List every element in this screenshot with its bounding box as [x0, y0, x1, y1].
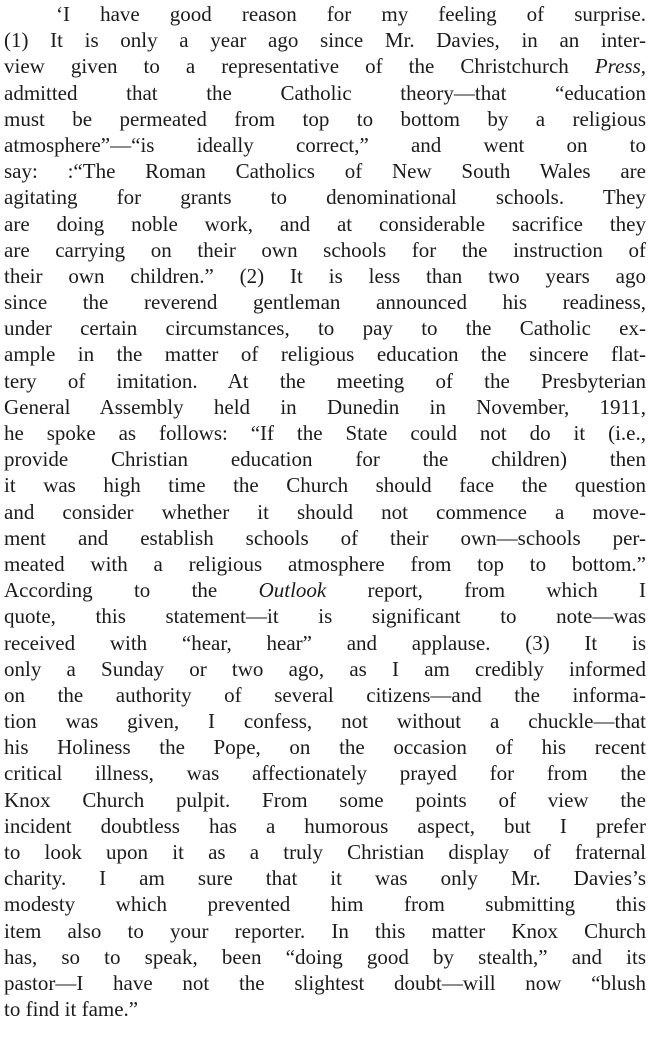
text-line-04: admitted that the Catholic theory—that “education — [4, 80, 646, 105]
text-line-15: tery of imitation. At the meeting of the Presbyterian — [4, 368, 646, 393]
text-line-20: and consider whether it should not commence a move- — [4, 499, 646, 524]
text-line-05: must be permeated from top to bottom by a religious — [4, 106, 646, 131]
text-line-19: it was high time the Church should face the question — [4, 473, 646, 498]
italic-title: Outlook — [258, 578, 327, 603]
text-line-28: tion was given, I confess, not without a chuckle—that — [4, 709, 646, 734]
text-line-16: General Assembly held in Dunedin in November, 1911, — [4, 394, 646, 419]
text-line-17: he spoke as follows: “If the State could not do it (i.e., — [4, 421, 646, 445]
text-line-12: since the reverend gentleman announced his readiness, — [4, 290, 646, 315]
article-column — [4, 1, 646, 1022]
text-line-35: modesty which prevented him from submitting this — [4, 892, 646, 917]
text-line-38: pastor—I have not the slightest doubt—will now “blush — [4, 970, 646, 995]
text-line-14: ample in the matter of religious education the sincere flat- — [4, 342, 646, 367]
text-line-37: has, so to speak, been “doing good by stealth,” and its — [4, 944, 646, 969]
text-line-34: charity. I am sure that it was only Mr. Davies’s — [4, 866, 646, 891]
text-line-13: under certain circumstances, to pay to the Catholic ex- — [4, 316, 646, 341]
text-line-03: view given to a representative of the Christchurch Press, — [4, 54, 646, 79]
text-line-22: meated with a religious atmosphere from top to bottom.” — [4, 551, 646, 576]
text-line-09: are doing noble work, and at considerable sacrifice they — [4, 211, 646, 236]
text-line-33: to look upon it as a truly Christian display of fraternal — [4, 840, 646, 864]
text-line-36: item also to your reporter. In this matter Knox Church — [4, 918, 646, 943]
text-line-18: provide Christian education for the children) then — [4, 447, 646, 472]
text-line-39: to find it fame.” — [4, 997, 139, 1022]
text-line-08: agitating for grants to denominational schools. They — [4, 185, 646, 210]
text-line-26: only a Sunday or two ago, as I am credibly informed — [4, 656, 646, 681]
text-line-10: are carrying on their own schools for the instruction of — [4, 237, 646, 262]
text-line-21: ment and establish schools of their own—schools per- — [4, 525, 646, 550]
text-line-32: incident doubtless has a humorous aspect, but I prefer — [4, 813, 646, 838]
text-line-23: According to the Outlook report, from which I — [4, 578, 646, 603]
text-line-24: quote, this statement—it is significant to note—was — [4, 604, 646, 629]
text-line-25: received with “hear, hear” and applause. (3) It is — [4, 630, 646, 655]
text-line-30: critical illness, was affectionately prayed for from the — [4, 761, 646, 786]
text-line-02: (1) It is only a year ago since Mr. Davies, in an inter- — [4, 28, 646, 53]
text-line-31: Knox Church pulpit. From some points of view the — [4, 787, 646, 812]
italic-title: Press — [594, 54, 641, 79]
text-line-07: say: :“The Roman Catholics of New South Wales are — [4, 159, 646, 184]
text-line-11: their own children.” (2) It is less than two years ago — [4, 263, 646, 288]
text-line-29: his Holiness the Pope, on the occasion of his recent — [4, 735, 646, 760]
text-line-27: on the authority of several citizens—and the informa- — [4, 682, 646, 707]
text-line-01: ‘I have good reason for my feeling of surprise. — [56, 2, 646, 26]
text-line-06: atmosphere”—“is ideally correct,” and went on to — [4, 132, 646, 157]
